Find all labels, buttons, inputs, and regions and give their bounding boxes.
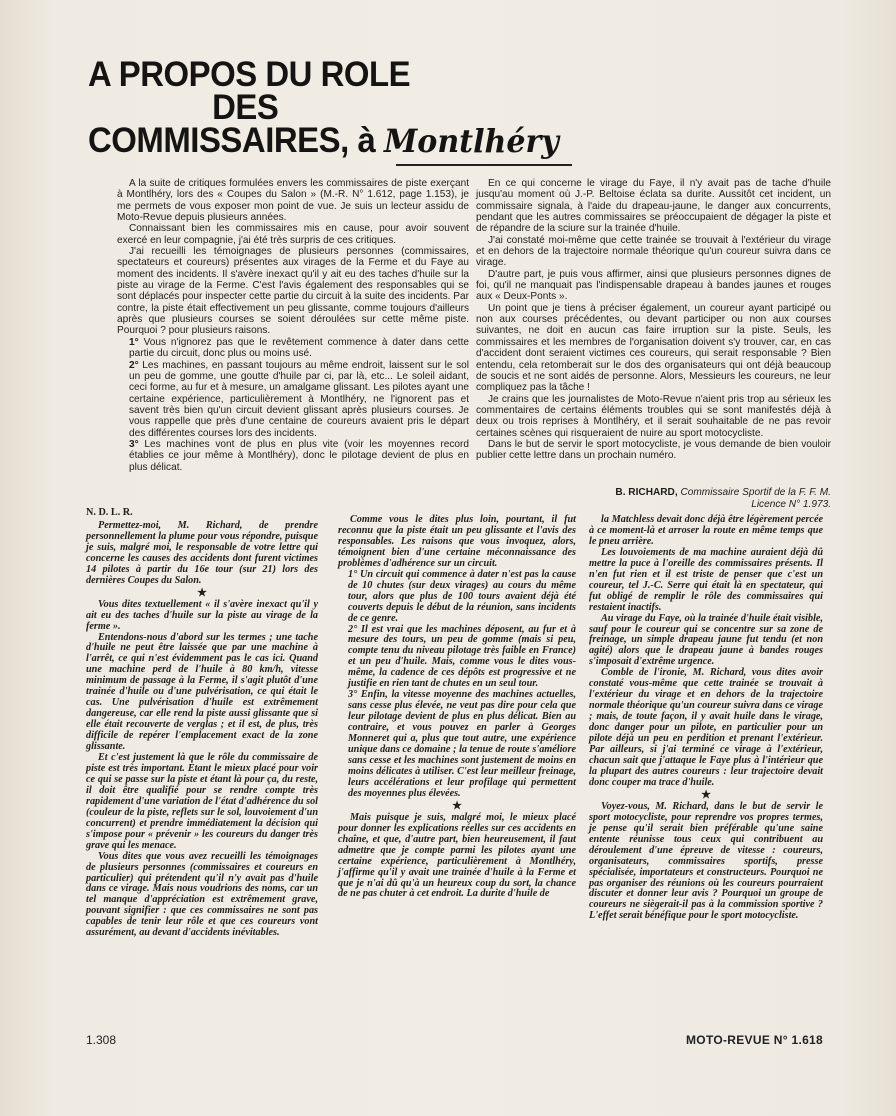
item-text: Enfin, la vitesse moyenne des machines actuelles, sans cesse plus élevée, ne veut pas dire pour cela que leur pilotage devient de plus en plus délicat. Bien au contraire, et vous pouvez en parler à Georges Monneret qui a, plus que tout autre, une expérience unique dans ce domaine ; la tenue de route s'améliore sans cesse et les machines sont justement de moins en moins délicates à utiliser. C'est leur meilleur freinage, leurs accélérations et leur profilage qui permettent des moyennes plus élevées. — [348, 689, 576, 799]
item-number: 3° — [348, 689, 358, 701]
item-number: 1° — [129, 336, 139, 348]
letter-paragraph: Dans le but de servir le sport motocycliste, je vous demande de bien vouloir publier cette lettre dans un prochain numéro. — [476, 438, 831, 462]
reply-paragraph: la Matchless devait donc déjà être légèrement percée à ce moment-là et arroser la route en même temps que le pneu arrière. — [589, 514, 823, 547]
article-title — [88, 55, 614, 160]
item-text: Les machines vont de plus en plus vite (voir les moyennes record établies ce jour même à Montlhéry), donc le pilotage devient de plus en plus délicat. — [129, 438, 469, 473]
reply-paragraph: Les louvoiements de ma machine auraient déjà dû mettre la puce à l'oreille des commissaires présents. Il n'en fut rien et il est triste de penser que c'est un coureur, tel J.-C. Serre qui était là en spectateur, qui fut obligé de remplir le rôle des commissaires qui restaient inactifs. — [589, 546, 823, 613]
page-number: 1.308 — [86, 1033, 117, 1047]
letter-reason-item — [129, 337, 469, 360]
reply-paragraph: Vous dites textuellement « il s'avère inexact qu'il y ait eu des taches d'huile sur la piste au virage de la ferme ». — [86, 598, 318, 632]
signature-line — [476, 487, 831, 499]
title-underline — [396, 164, 572, 166]
reply-points-list — [338, 570, 576, 800]
star-separator-icon: ★ — [701, 788, 711, 801]
reply-paragraph: Et c'est justement là que le rôle du commissaire de piste est très important. Etant le mieux placé pour voir ce qui se passe sur la piste et étant là pour ça, du reste, il doit être qualifié pour se rendre compte très rapidement d'une variation de l'état d'adhérence du sol (couleur de la piste, reflets sur le sol, louvoiement d'un concurrent) et prendre immédiatement la décision qui s'impose pour « prévenir » les coureurs du danger très grave qui les menace. — [86, 752, 318, 851]
reply-point-item — [348, 625, 576, 691]
title-line-1: A PROPOS DU ROLE — [88, 55, 411, 94]
reply-point-item — [348, 570, 576, 625]
title-line-3-prefix: COMMISSAIRES, à — [88, 121, 376, 160]
reply-paragraph: Voyez-vous, M. Richard, dans le but de servir le sport motocycliste, pour reprendre vos propres termes, je pense qu'il serait bien préférable qu'une saine entente réunisse tous ceux qui contribuent au déroulement d'une épreuve de vitesse : coureurs, organisateurs, commissaires sportifs, presse spécialisée, importateurs et constructeurs. Pourquoi ne pas organiser des réunions où les coureurs pourraient discuter et donner leur avis ? Pourquoi un groupe de coureurs ne siègerait-il pas à la commission sportive ? L'effet serait bénéfique pour le sport motocycliste. — [589, 800, 823, 922]
title-script-montlhery: Montlhéry — [383, 122, 559, 160]
item-text: Les machines, en passant toujours au même endroit, laissent sur le sol un peu de gomme, une goutte d'huile par ci, par là, etc... Le soleil aidant, ceci forme, au fur et à mesure, un amalgame glissant. Les pilotes ayant une certaine expérience, particulièrement à Montlhéry, ne l'ignorent pas et savent très bien qu'un circuit devient glissant après plusieurs courses. Je vous rappelle que près d'une centaine de coureurs avaient pris le départ des différentes courses lors des incidents. — [129, 359, 469, 439]
letter-column-left — [117, 178, 469, 473]
reply-paragraph: Au virage du Faye, où la trainée d'huile était visible, sauf pour le coureur qui se concentre sur sa zone de freinage, un simple drapeau jaune fut tendu (et non agité) alors que le drapeau jaune à bandes rouges s'imposait d'extrême urgence. — [589, 612, 823, 668]
letter-paragraph: D'autre part, je puis vous affirmer, ainsi que plusieurs personnes dignes de foi, qu'il ne manquait pas l'indispensable drapeau à bandes jaunes et rouges aux « Deux-Ponts ». — [476, 268, 831, 303]
item-number: 1° — [348, 568, 358, 580]
letter-reason-item — [129, 360, 469, 439]
letter-reason-item — [129, 439, 469, 473]
item-number: 2° — [348, 623, 358, 635]
letter-paragraph: Connaissant bien les commissaires mis en cause, pour avoir souvent exercé en leur compagnie, j'ai été très surpris de ces critiques. — [117, 223, 469, 246]
star-separator-icon: ★ — [452, 799, 462, 812]
reply-paragraph: Comble de l'ironie, M. Richard, vous dites avoir constaté vous-même que cette trainée se trouvait à l'extérieur du virage et en dehors de la trajectoire normale théorique qu'un coureur suivra dans ce virage ; mais, de toute façon, il y avait huile dans le virage, donc danger pour un pilote, en particulier pour un pilote déjà un peu en perdition et prenant l'extérieur. Par ailleurs, si j'ai terminé ce virage à l'extérieur, chacun sait que j'attaque le Faye plus à l'intérieur que la plupart des autres coureurs : leur trajectoire devait donc couper ma trace d'huile. — [589, 667, 823, 788]
letter-paragraph: Un point que je tiens à préciser également, un coureur ayant participé ou non aux courses précédentes, ou devant participer ou non aux courses suivantes, ne doit en aucun cas faire irruption sur la piste. Seuls, les commissaires et les membres de l'organisation doivent s'y trouver, car, en cas d'accident dont seraient victimes ces coureurs, qui serait responsable ? Bien entendu, cela retomberait sur le dos des organisateurs qui ont déjà beaucoup de soucis et ne sont aidés de personne. Alors, Messieurs les coureurs, ne leur compliquez pas la tâche ! — [476, 302, 831, 394]
reply-paragraph: Permettez-moi, M. Richard, de prendre personnellement la plume pour vous répondre, puisque je suis, malgré moi, le responsable de votre lettre qui concerne les causes des accidents dont furent victimes 14 pilotes à partir du 16e tour (sur 21) lors des dernières Coupes du Salon. — [86, 519, 318, 586]
reply-paragraph: Vous dites que vous avez recueilli les témoignages de plusieurs personnes (commissaires et coureurs en particulier) qui prétendent qu'il n'y avait pas d'huile dans ce virage. Mais nous voudrions des noms, car un tel manque d'appréciation est extrêmement grave, pouvant signifier : que ces commissaires ne sont pas capables de tenir leur rôle et que ces coureurs vont assurément, au devant d'accidents inévitables. — [86, 850, 318, 939]
magazine-issue: MOTO-REVUE N° 1.618 — [686, 1033, 823, 1047]
item-text: Il est vrai que les machines déposent, au fur et à mesure des tours, un peu de gomme (mais si peu, compte tenu du niveau pilotage très faible en France) et un peu d'huile. Mais, comme vous le dites vous-même, la cadence de ces dépôts est progressive et ne justifie en rien tant de chutes en un seul tour. — [348, 623, 577, 690]
ndlr-label: N. D. L. R. — [86, 507, 133, 518]
signature-role: Commissaire Sportif de la F. F. M. — [680, 487, 831, 498]
letter-column-right — [476, 178, 831, 462]
item-number: 2° — [129, 359, 139, 371]
reply-paragraph: Entendons-nous d'abord sur les termes ; une tache d'huile ne peut être laissée que par une machine à l'arrêt, ce qui n'est évidemment pas le cas ici. Quand une machine perd de l'huile à 80 km/h, vitesse minimum de passage à la Ferme, il s'agit plutôt d'une trainée d'huile ou d'une pulvérisation, ce qui était le cas. Une pulvérisation d'huile est extrêmement dangereuse, car elle rend la piste aussi glissante que si elle était recouverte de verglas ; et il est, de plus, très difficile de repérer l'emplacement exact de la zone glissante. — [86, 631, 318, 753]
letter-paragraph: En ce qui concerne le virage du Faye, il n'y avait pas de tache d'huile jusqu'au moment où J.-P. Beltoise éclata sa durite. Aussitôt cet incident, un commissaire signala, à l'aide du drapeau-jaune, le danger aux concurrents, pendant que les autres commissaires se préoccupaient de dégager la piste et de répandre de la sciure sur la trainée d'huile. — [476, 178, 831, 235]
title-line-3 — [88, 121, 614, 160]
item-number: 3° — [129, 438, 139, 450]
letter-paragraph: J'ai recueilli les témoignages de plusieurs personnes (commissaires, spectateurs et coureurs) présentes aux virages de la Ferme et du Faye au moment des incidents. Il s'avère inexact qu'il y ait eu des taches d'huile sur la piste au virage de la Ferme. C'est l'avis également des responsables qui se sont déplacés pour inspecter cette partie du circuit à la suite des incidents. Par contre, la piste était effectivement un peu glissante, comme toujours d'ailleurs après que plusieurs courses se soient déroulées sur cette même piste. Pourquoi ? pour plusieurs raisons. — [117, 246, 469, 337]
letter-paragraph: Je crains que les journalistes de Moto-Revue n'aient pris trop au sérieux les commentaires de certains éléments troubles qui se sont manifestés déjà à deux ou trois reprises à Montlhéry, et il serait souhaitable de ne pas revoir certaines scènes qui risqueraient de nuire au sport motocycliste. — [476, 393, 831, 439]
letter-paragraph: J'ai constaté moi-même que cette trainée se trouvait à l'extérieur du virage et en dehors de la trajectoire normale théorique qu'un coureur suivra dans ce virage. — [476, 234, 831, 269]
signature-name: B. RICHARD, — [615, 487, 678, 498]
reply-paragraph: Mais puisque je suis, malgré moi, le mieux placé pour donner les explications réelles sur ces accidents en chaîne, et que, d'autre part, bien heureusement, il faut admettre que je compte parmi les pilotes ayant une certaine expérience, particulièrement à Montlhéry, j'affirme qu'il y avait une trainée d'huile à la Ferme et que je n'ai dû qu'à un heureux coup du sort, la chance de ne pas chuter à cet endroit. La durite d'huile de — [338, 811, 576, 900]
letter-reasons-list — [117, 337, 469, 473]
editor-reply-column-2 — [338, 515, 576, 900]
letter-paragraph: A la suite de critiques formulées envers les commissaires de piste exerçant à Montlhéry, lors des « Coupes du Salon » (M.-R. N° 1.612, page 1.153), je me permets de vous exposer mon point de vue. Je suis un lecteur assidu de Moto-Revue depuis plusieurs années. — [117, 178, 469, 224]
reply-point-item — [348, 690, 576, 800]
letter-signature — [476, 487, 831, 511]
editor-reply-column-3 — [589, 515, 823, 922]
star-separator-icon: ★ — [197, 586, 207, 599]
item-text: Vous n'ignorez pas que le revêtement commence à dater dans cette partie du circuit, donc plus ou moins usé. — [129, 336, 469, 360]
item-text: Un circuit qui commence à dater n'est pas la cause de 10 chutes (sur deux virages) au cours du même tour, alors que plus de 100 tours avaient déjà été couverts depuis le début de la réunion, sans incidents de ce genre. — [348, 568, 576, 624]
editor-reply-column-1 — [86, 508, 318, 939]
title-line-2: DES — [212, 88, 279, 127]
signature-licence: Licence N° 1.973. — [751, 499, 831, 510]
reply-paragraph: Comme vous le dites plus loin, pourtant, il fut reconnu que la piste était un peu glissante et l'avis des responsables. Les raisons que vous invoquez, alors, témoignent bien d'une certaine méconnaissance des problèmes d'adhérence sur un circuit. — [338, 514, 576, 569]
